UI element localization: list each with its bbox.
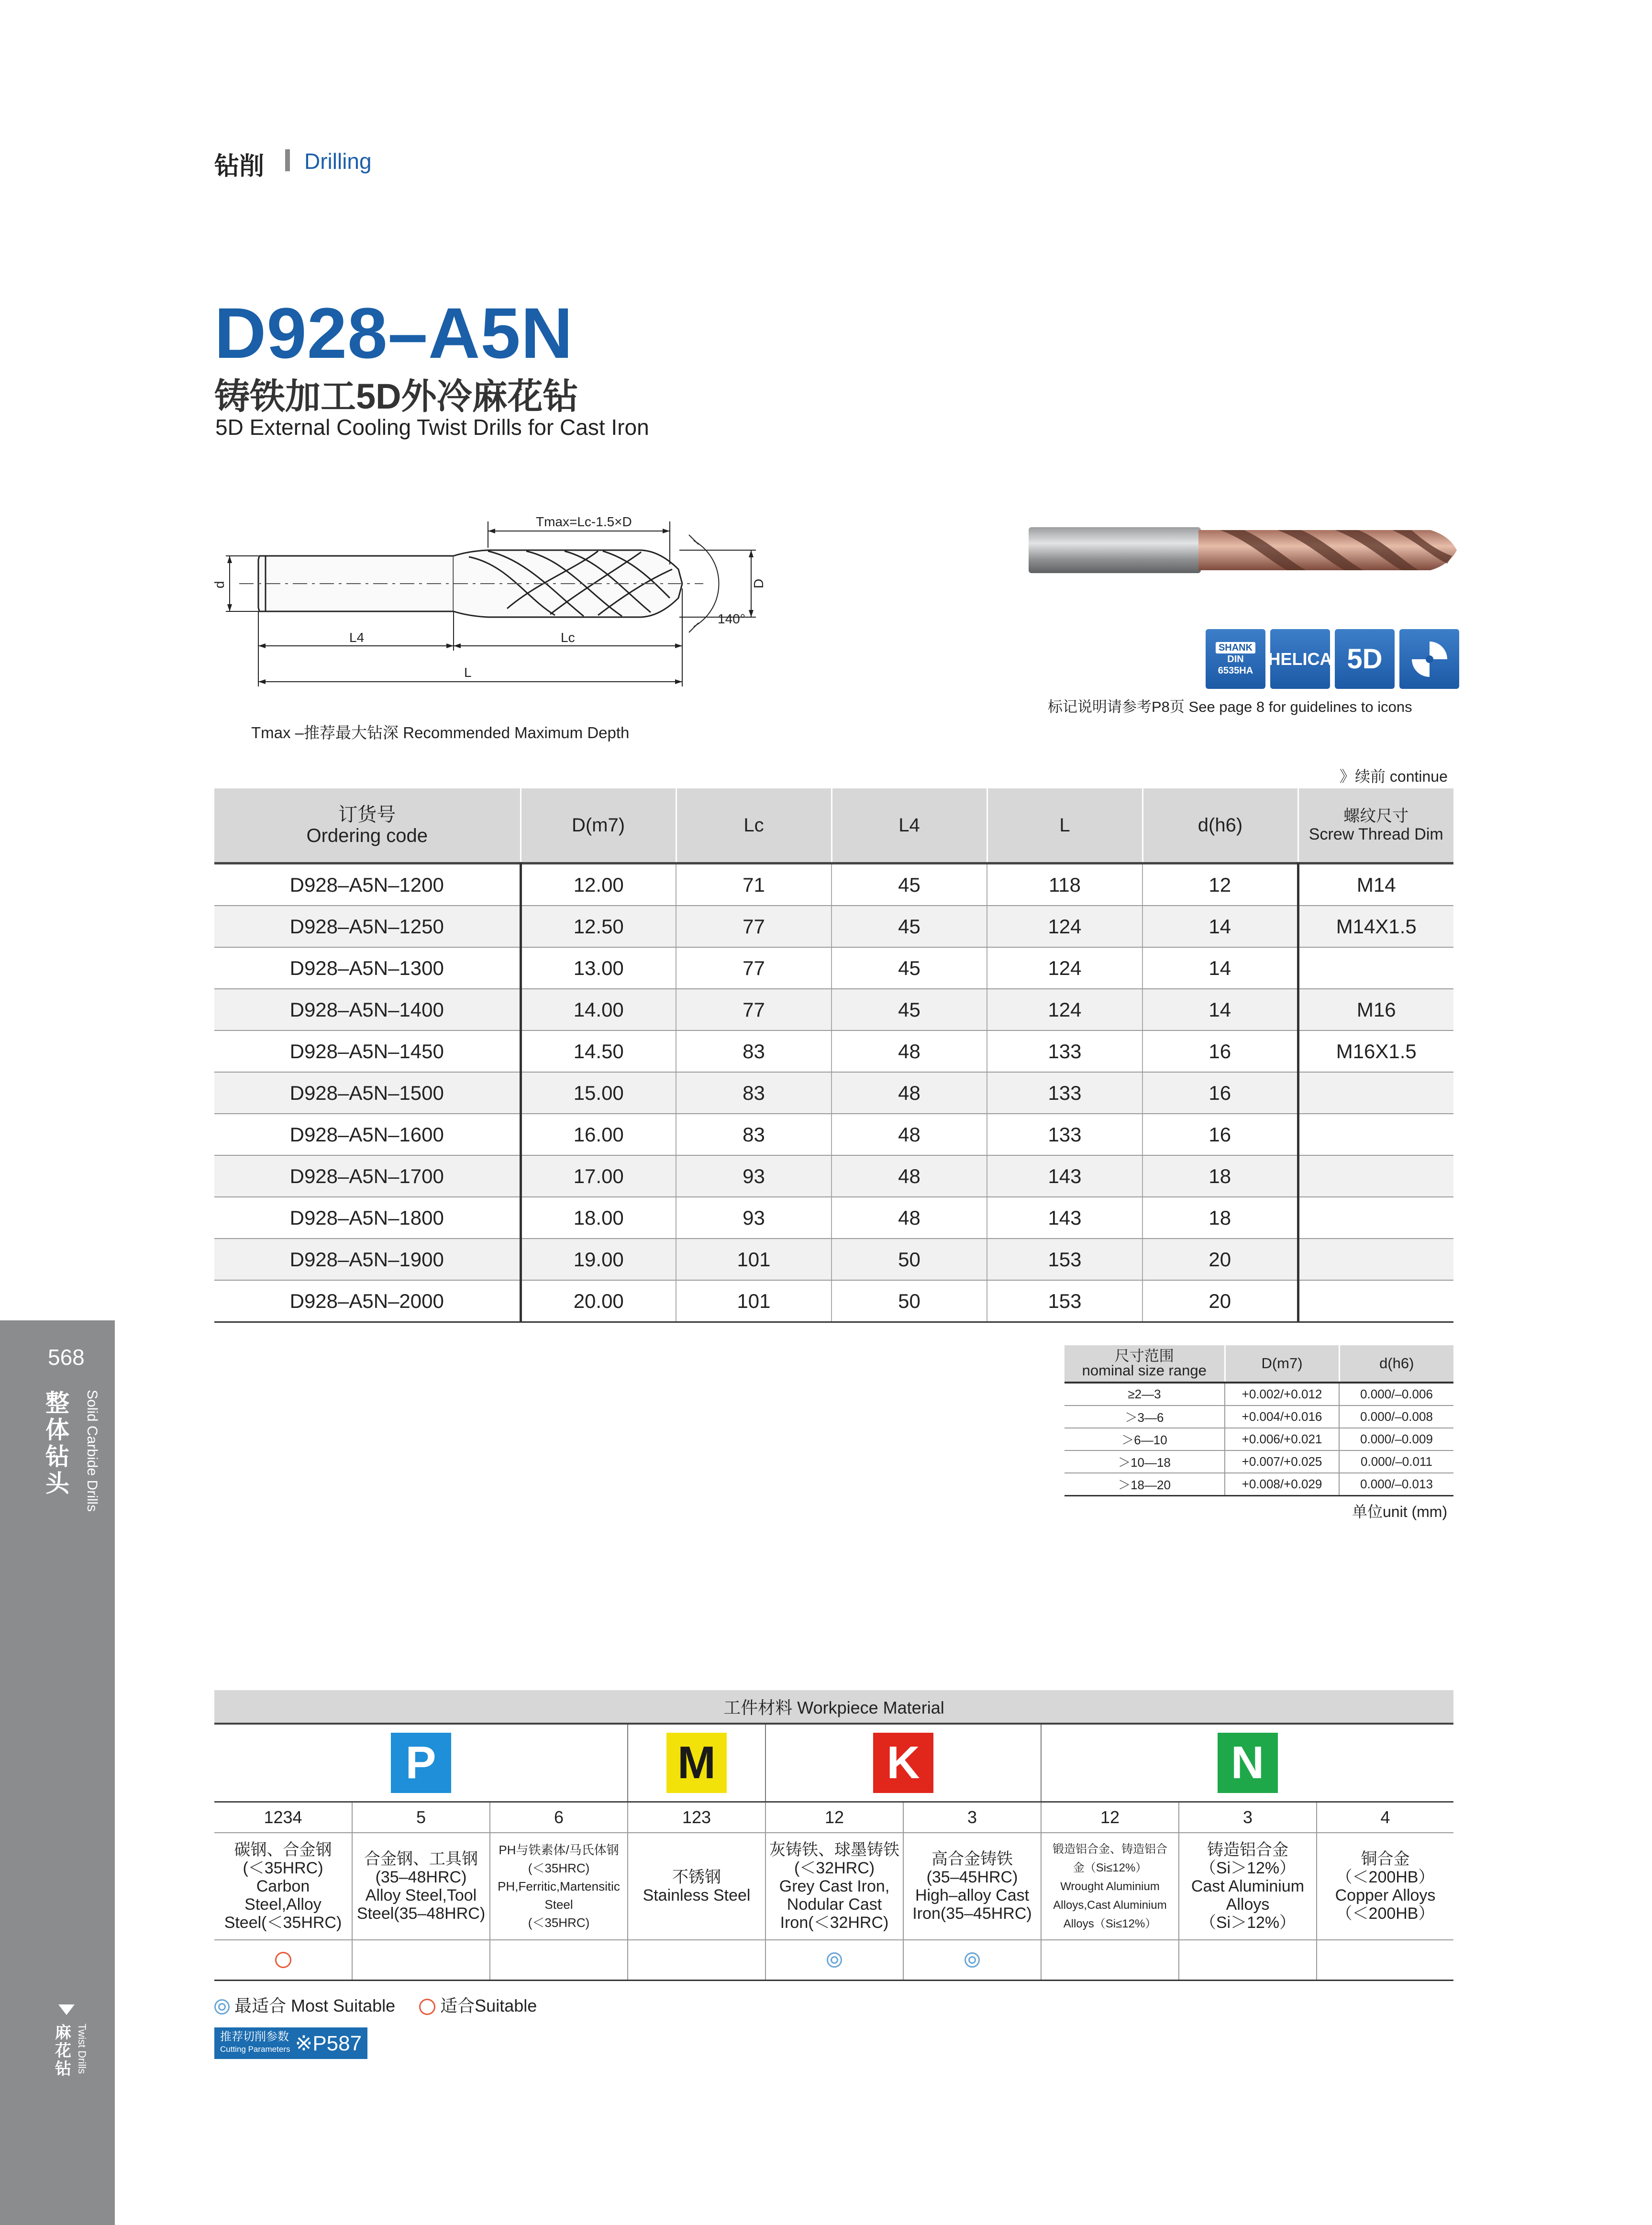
cell-d-m7: 15.00 bbox=[521, 1072, 676, 1114]
cell-l: 133 bbox=[987, 1114, 1142, 1155]
cell-tol-d-m7: +0.008/+0.029 bbox=[1225, 1473, 1339, 1496]
cell-thread bbox=[1298, 1114, 1453, 1155]
cutting-parameters-link[interactable] bbox=[214, 2027, 367, 2059]
material-description-line: 铜合金 bbox=[1361, 1850, 1410, 1868]
material-code: 123 bbox=[628, 1802, 765, 1833]
iso-n-badge: N bbox=[1218, 1733, 1278, 1793]
material-description-line: Steel bbox=[544, 1897, 573, 1912]
cell-tol-d-h6: 0.000/–0.006 bbox=[1339, 1383, 1453, 1406]
material-description-line: 不锈钢 bbox=[672, 1868, 721, 1886]
continue-note: 》续前 continue bbox=[1340, 768, 1448, 785]
cell-size-range: ≥2—3 bbox=[1064, 1383, 1225, 1406]
header-code-cn: 订货号 bbox=[338, 804, 396, 825]
suitability-cell bbox=[903, 1940, 1041, 1981]
legend-suitable: 适合Suitable bbox=[440, 1996, 537, 2015]
drill-dimension-drawing bbox=[212, 498, 766, 698]
tolerance-row bbox=[1064, 1406, 1453, 1428]
table-row bbox=[214, 1239, 1453, 1280]
side-sublabel-en: Twist Drills bbox=[76, 2024, 88, 2074]
tolerance-row bbox=[1064, 1428, 1453, 1450]
l4-label: L4 bbox=[349, 630, 365, 645]
header-range-en: nominal size range bbox=[1082, 1362, 1207, 1379]
material-code: 12 bbox=[1041, 1802, 1179, 1833]
workpiece-material-heading: 工件材料 Workpiece Material bbox=[214, 1690, 1453, 1725]
cell-thread: M16 bbox=[1298, 989, 1453, 1030]
material-description-line: Alloy Steel,Tool bbox=[365, 1886, 477, 1904]
cell-thread bbox=[1298, 1280, 1453, 1322]
cell-l: 143 bbox=[987, 1155, 1142, 1197]
most-suitable-icon bbox=[214, 1999, 230, 2015]
material-description bbox=[765, 1833, 903, 1940]
cell-lc: 93 bbox=[676, 1155, 832, 1197]
material-description bbox=[1041, 1833, 1179, 1940]
cell-tol-d-m7: +0.004/+0.016 bbox=[1225, 1406, 1339, 1428]
suitability-row bbox=[214, 1940, 1453, 1981]
cell-d-h6: 16 bbox=[1142, 1114, 1298, 1155]
material-description bbox=[214, 1833, 352, 1940]
cell-l4: 45 bbox=[832, 947, 987, 989]
header-tol-d-m7: D(m7) bbox=[1225, 1345, 1339, 1383]
material-description bbox=[628, 1833, 765, 1940]
cell-d-h6: 20 bbox=[1142, 1239, 1298, 1280]
material-description-line: Steel(35–48HRC) bbox=[356, 1904, 486, 1923]
cell-thread bbox=[1298, 1155, 1453, 1197]
header-ordering-code bbox=[214, 788, 521, 863]
table-row bbox=[214, 906, 1453, 947]
cell-lc: 83 bbox=[676, 1030, 832, 1072]
ordering-table bbox=[214, 788, 1453, 1323]
lc-label: Lc bbox=[561, 630, 575, 645]
material-description bbox=[352, 1833, 490, 1940]
header-l: L bbox=[987, 788, 1142, 863]
material-description-line: Copper Alloys bbox=[1335, 1886, 1436, 1904]
suitability-legend bbox=[214, 1993, 556, 2017]
cell-ordering-code: D928–A5N–1700 bbox=[214, 1155, 521, 1197]
section-divider bbox=[285, 149, 290, 171]
cell-tol-d-h6: 0.000/–0.009 bbox=[1339, 1428, 1453, 1450]
material-code: 1234 bbox=[214, 1802, 352, 1833]
cell-l4: 48 bbox=[832, 1114, 987, 1155]
angle-label: 140° bbox=[718, 611, 745, 626]
cell-ordering-code: D928–A5N–1450 bbox=[214, 1030, 521, 1072]
material-description-line: (＜35HRC) bbox=[243, 1859, 323, 1877]
cell-thread: M14 bbox=[1298, 863, 1453, 906]
cell-d-h6: 12 bbox=[1142, 863, 1298, 906]
product-name-en: 5D External Cooling Twist Drills for Cast Iron bbox=[215, 415, 649, 440]
cell-ordering-code: D928–A5N–1800 bbox=[214, 1197, 521, 1239]
cell-d-m7: 18.00 bbox=[521, 1197, 676, 1239]
material-description-row bbox=[214, 1833, 1453, 1940]
suitability-cell bbox=[765, 1940, 903, 1981]
suitability-cell bbox=[1041, 1940, 1179, 1981]
material-description-line: (＜35HRC) bbox=[528, 1861, 590, 1875]
side-label-en: Solid Carbide Drills bbox=[84, 1390, 100, 1512]
material-description-line: PH,Ferritic,Martensitic bbox=[498, 1879, 620, 1893]
material-description-line: （＜200HB） bbox=[1336, 1868, 1435, 1886]
cell-ordering-code: D928–A5N–1200 bbox=[214, 863, 521, 906]
cell-l4: 48 bbox=[832, 1155, 987, 1197]
suitability-cell bbox=[1317, 1940, 1453, 1981]
table-row bbox=[214, 1030, 1453, 1072]
cell-ordering-code: D928–A5N–1300 bbox=[214, 947, 521, 989]
cell-d-m7: 14.50 bbox=[521, 1030, 676, 1072]
material-description-line: （＜200HB） bbox=[1336, 1904, 1435, 1923]
material-description-line: 灰铸铁、球墨铸铁 bbox=[769, 1841, 900, 1859]
flute-spiral-icon bbox=[1399, 629, 1459, 689]
material-code: 4 bbox=[1317, 1802, 1453, 1833]
helica-icon: HELICA bbox=[1270, 629, 1330, 689]
cell-ordering-code: D928–A5N–1900 bbox=[214, 1239, 521, 1280]
material-description-line: 锻造铝合金、铸造铝合 bbox=[1053, 1842, 1168, 1856]
cell-l: 124 bbox=[987, 906, 1142, 947]
material-description bbox=[1179, 1833, 1317, 1940]
header-d-m7: D(m7) bbox=[521, 788, 676, 863]
cell-d-m7: 19.00 bbox=[521, 1239, 676, 1280]
cell-thread bbox=[1298, 947, 1453, 989]
tolerance-row bbox=[1064, 1383, 1453, 1406]
cell-thread bbox=[1298, 1197, 1453, 1239]
side-sublabel-cn: 麻花钻 bbox=[55, 2024, 71, 2078]
iso-group-row bbox=[214, 1725, 1453, 1802]
drill-photo bbox=[1029, 521, 1459, 579]
cell-lc: 77 bbox=[676, 947, 832, 989]
cell-tol-d-m7: +0.002/+0.012 bbox=[1225, 1383, 1339, 1406]
tmax-note: Tmax –推荐最大钻深 Recommended Maximum Depth bbox=[251, 724, 630, 742]
cell-l: 133 bbox=[987, 1030, 1142, 1072]
header-thread-cn: 螺纹尺寸 bbox=[1343, 807, 1409, 825]
material-code: 5 bbox=[352, 1802, 490, 1833]
material-description bbox=[490, 1833, 628, 1940]
suitable-icon bbox=[419, 1999, 435, 2015]
cell-l4: 48 bbox=[832, 1072, 987, 1114]
material-description-line: Alloys bbox=[1226, 1895, 1270, 1914]
cell-d-h6: 16 bbox=[1142, 1030, 1298, 1072]
section-title-en: Drilling bbox=[304, 149, 372, 174]
cell-d-h6: 20 bbox=[1142, 1280, 1298, 1322]
header-lc: Lc bbox=[676, 788, 832, 863]
cell-d-h6: 18 bbox=[1142, 1155, 1298, 1197]
material-description-line: Iron(＜32HRC) bbox=[780, 1914, 889, 1932]
cell-ordering-code: D928–A5N–1500 bbox=[214, 1072, 521, 1114]
cell-l: 153 bbox=[987, 1239, 1142, 1280]
side-arrow-icon bbox=[58, 2004, 75, 2015]
material-description-line: 合金钢、工具钢 bbox=[364, 1850, 478, 1868]
cell-d-h6: 14 bbox=[1142, 906, 1298, 947]
iso-group-cell bbox=[214, 1725, 628, 1802]
material-description-line: （Si＞12%） bbox=[1199, 1859, 1296, 1877]
cell-thread: M16X1.5 bbox=[1298, 1030, 1453, 1072]
tmax-formula-label: Tmax=Lc-1.5×D bbox=[536, 514, 632, 529]
cell-ordering-code: D928–A5N–2000 bbox=[214, 1280, 521, 1322]
material-code-row bbox=[214, 1802, 1453, 1833]
suitability-cell bbox=[214, 1940, 352, 1981]
cell-l: 118 bbox=[987, 863, 1142, 906]
tolerance-row bbox=[1064, 1473, 1453, 1496]
section-title-cn: 钻削 bbox=[214, 153, 265, 180]
table-row bbox=[214, 989, 1453, 1030]
cell-ordering-code: D928–A5N–1250 bbox=[214, 906, 521, 947]
cell-l4: 45 bbox=[832, 906, 987, 947]
iso-group-cell bbox=[1041, 1725, 1453, 1802]
shank-icon-line3: 6535HA bbox=[1218, 665, 1253, 676]
page-number: 568 bbox=[48, 1345, 85, 1370]
tolerance-header-row bbox=[1064, 1345, 1453, 1383]
cell-l4: 48 bbox=[832, 1030, 987, 1072]
icon-guide-note: 标记说明请参考P8页 See page 8 for guidelines to icons bbox=[1048, 698, 1412, 715]
header-thread bbox=[1298, 788, 1453, 863]
material-code: 6 bbox=[490, 1802, 628, 1833]
cell-l: 124 bbox=[987, 989, 1142, 1030]
material-description-line: 碳钢、合金钢 bbox=[234, 1841, 332, 1859]
suitability-cell bbox=[490, 1940, 628, 1981]
material-description bbox=[1317, 1833, 1453, 1940]
legend-most-suitable: 最适合 Most Suitable bbox=[234, 1996, 396, 2015]
material-description-line: Cast Aluminium bbox=[1191, 1877, 1305, 1895]
cell-d-h6: 14 bbox=[1142, 947, 1298, 989]
header-size-range bbox=[1064, 1345, 1225, 1383]
cell-d-m7: 14.00 bbox=[521, 989, 676, 1030]
table-header-row bbox=[214, 788, 1453, 863]
cell-l4: 45 bbox=[832, 989, 987, 1030]
header-range-cn: 尺寸范围 bbox=[1114, 1348, 1174, 1364]
material-description-line: 高合金铸铁 bbox=[931, 1850, 1013, 1868]
table-row bbox=[214, 1072, 1453, 1114]
suitability-cell bbox=[1179, 1940, 1317, 1981]
cutting-page-ref: ※P587 bbox=[295, 2031, 362, 2055]
table-row bbox=[214, 947, 1453, 989]
cell-d-m7: 20.00 bbox=[521, 1280, 676, 1322]
cell-d-h6: 16 bbox=[1142, 1072, 1298, 1114]
table-row bbox=[214, 1155, 1453, 1197]
cell-lc: 83 bbox=[676, 1072, 832, 1114]
cell-thread bbox=[1298, 1072, 1453, 1114]
cell-lc: 77 bbox=[676, 906, 832, 947]
tolerance-row bbox=[1064, 1450, 1453, 1473]
cell-d-m7: 13.00 bbox=[521, 947, 676, 989]
cutting-label-cn: 推荐切削参数 bbox=[220, 2030, 289, 2043]
cell-thread: M14X1.5 bbox=[1298, 906, 1453, 947]
cell-tol-d-h6: 0.000/–0.008 bbox=[1339, 1406, 1453, 1428]
material-description-line: Wrought Aluminium bbox=[1060, 1880, 1160, 1893]
iso-p-badge: P bbox=[391, 1733, 451, 1793]
material-description-line: (＜35HRC) bbox=[528, 1915, 590, 1930]
material-description-line: Alloys（Si≤12%） bbox=[1063, 1917, 1157, 1930]
product-name-cn: 铸铁加工5D外冷麻花钻 bbox=[214, 376, 578, 416]
table-row bbox=[214, 1280, 1453, 1322]
material-description-line: (35–45HRC) bbox=[926, 1868, 1018, 1886]
cutting-label-en: Cutting Parameters bbox=[220, 2045, 290, 2054]
l-label: L bbox=[464, 665, 472, 680]
material-description-line: Alloys,Cast Aluminium bbox=[1053, 1898, 1167, 1912]
material-code: 12 bbox=[765, 1802, 903, 1833]
cell-lc: 101 bbox=[676, 1239, 832, 1280]
cell-d-h6: 18 bbox=[1142, 1197, 1298, 1239]
header-code-en: Ordering code bbox=[306, 825, 428, 846]
table-row bbox=[214, 1197, 1453, 1239]
cell-ordering-code: D928–A5N–1600 bbox=[214, 1114, 521, 1155]
cell-size-range: ＞10—18 bbox=[1064, 1450, 1225, 1473]
table-row bbox=[214, 1114, 1453, 1155]
side-label-cn: 整体钻头 bbox=[45, 1390, 69, 1497]
five-d-icon: 5D bbox=[1335, 629, 1395, 689]
shank-icon-line1: SHANK bbox=[1216, 642, 1255, 653]
iso-group-cell bbox=[765, 1725, 1041, 1802]
cell-l4: 48 bbox=[832, 1197, 987, 1239]
drill-diameter-label: D bbox=[751, 578, 766, 588]
cell-d-m7: 17.00 bbox=[521, 1155, 676, 1197]
cell-lc: 93 bbox=[676, 1197, 832, 1239]
workpiece-material-table bbox=[214, 1725, 1453, 1981]
material-code: 3 bbox=[1179, 1802, 1317, 1833]
cell-l4: 50 bbox=[832, 1280, 987, 1322]
cell-tol-d-h6: 0.000/–0.011 bbox=[1339, 1450, 1453, 1473]
material-description-line: Stainless Steel bbox=[643, 1886, 751, 1904]
header-thread-en: Screw Thread Dim bbox=[1308, 825, 1443, 843]
cell-l: 124 bbox=[987, 947, 1142, 989]
header-l4: L4 bbox=[832, 788, 987, 863]
material-description-line: (＜32HRC) bbox=[794, 1859, 875, 1877]
shank-din-icon bbox=[1206, 629, 1265, 689]
material-description-line: High–alloy Cast bbox=[915, 1886, 1030, 1904]
material-description-line: (35–48HRC) bbox=[375, 1868, 467, 1886]
shank-diameter-label: d bbox=[212, 581, 227, 588]
cell-d-m7: 12.50 bbox=[521, 906, 676, 947]
iso-m-badge: M bbox=[666, 1733, 727, 1793]
cell-tol-d-h6: 0.000/–0.013 bbox=[1339, 1473, 1453, 1496]
cell-l4: 50 bbox=[832, 1239, 987, 1280]
tolerance-table bbox=[1064, 1345, 1453, 1496]
material-description-line: Iron(35–45HRC) bbox=[912, 1904, 1032, 1923]
material-description-line: Steel(＜35HRC) bbox=[224, 1914, 342, 1932]
cell-lc: 101 bbox=[676, 1280, 832, 1322]
cell-l4: 45 bbox=[832, 863, 987, 906]
cell-lc: 83 bbox=[676, 1114, 832, 1155]
material-description bbox=[903, 1833, 1041, 1940]
cell-lc: 71 bbox=[676, 863, 832, 906]
cell-thread bbox=[1298, 1239, 1453, 1280]
most-suitable-icon bbox=[965, 1952, 980, 1968]
material-description-line: （Si＞12%） bbox=[1199, 1914, 1296, 1932]
unit-note: 单位unit (mm) bbox=[1352, 1503, 1448, 1520]
cell-ordering-code: D928–A5N–1400 bbox=[214, 989, 521, 1030]
shank-icon-line2: DIN bbox=[1227, 653, 1244, 664]
iso-k-badge: K bbox=[873, 1733, 933, 1793]
suitability-cell bbox=[352, 1940, 490, 1981]
material-description-line: PH与铁素体/马氏体钢 bbox=[499, 1843, 619, 1857]
header-d-h6: d(h6) bbox=[1142, 788, 1298, 863]
material-description-line: 铸造铝合金 bbox=[1207, 1841, 1289, 1859]
cell-l: 153 bbox=[987, 1280, 1142, 1322]
suitability-cell bbox=[628, 1940, 765, 1981]
cell-tol-d-m7: +0.006/+0.021 bbox=[1225, 1428, 1339, 1450]
material-description-line: Steel,Alloy bbox=[244, 1895, 322, 1914]
product-code: D928–A5N bbox=[214, 293, 574, 373]
cell-size-range: ＞18—20 bbox=[1064, 1473, 1225, 1496]
material-description-line: Nodular Cast bbox=[787, 1895, 882, 1914]
header-tol-d-h6: d(h6) bbox=[1339, 1345, 1453, 1383]
material-description-line: Grey Cast Iron, bbox=[779, 1877, 890, 1895]
cell-size-range: ＞6—10 bbox=[1064, 1428, 1225, 1450]
material-description-line: 金（Si≤12%） bbox=[1073, 1861, 1147, 1874]
iso-group-cell bbox=[628, 1725, 765, 1802]
cell-l: 143 bbox=[987, 1197, 1142, 1239]
material-code: 3 bbox=[903, 1802, 1041, 1833]
cell-d-h6: 14 bbox=[1142, 989, 1298, 1030]
cell-d-m7: 12.00 bbox=[521, 863, 676, 906]
cell-tol-d-m7: +0.007/+0.025 bbox=[1225, 1450, 1339, 1473]
cell-d-m7: 16.00 bbox=[521, 1114, 676, 1155]
material-description-line: Carbon bbox=[256, 1877, 310, 1895]
most-suitable-icon bbox=[827, 1952, 842, 1968]
flute-spiral-glyph bbox=[1408, 638, 1451, 681]
cell-l: 133 bbox=[987, 1072, 1142, 1114]
cell-size-range: ＞3—6 bbox=[1064, 1406, 1225, 1428]
suitable-icon bbox=[275, 1952, 291, 1968]
table-row bbox=[214, 863, 1453, 906]
cell-lc: 77 bbox=[676, 989, 832, 1030]
